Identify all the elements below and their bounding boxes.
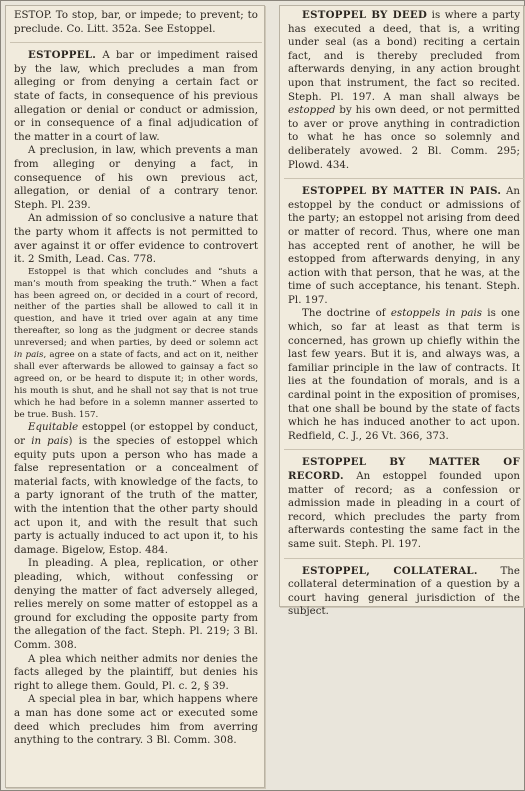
- entry-estoppel-in-pais: [288, 185, 520, 307]
- paragraph-preclusion: A preclusion, in law, which prevents a man from alleging or denying a fact, in consequence of his own previous act, allegation, or denial of a contrary tenor. Steph. Pl. 239.: [14, 145, 258, 211]
- entry-by-deed-italic: estopped: [288, 105, 336, 117]
- paragraph-pleading: In pleading. A plea, replication, or other pleading, which, without confessing or denying the matter of fact adversely alleged, relies merely on some matter of estoppel as a ground for excluding the opposite party from the allegation of the fact. Steph. Pl. 219; 3 Bl. Comm. 308.: [14, 558, 258, 651]
- entry-estoppel: [14, 49, 258, 144]
- entry-estop-body: To stop, bar, or impede; to prevent; to preclude. Co. Litt. 352a. See Estoppel.: [14, 10, 258, 35]
- section-divider: [284, 449, 524, 450]
- section-divider: [284, 178, 524, 179]
- entry-estop-term: ESTOP.: [14, 10, 52, 21]
- entry-of-record-body: An estoppel founded upon matter of record; as a confession or admission made in pleading in a court of record, which precludes the party from afterwards contesting the same fact in the same suit. Steph. Pl. 197.: [288, 471, 520, 550]
- entry-by-deed-body-2: by his own deed, or not permitted to aver or prove anything in contradiction to what he has once so solemnly and deliberately avowed. 2 Bl. Comm. 295; Plowd. 434.: [288, 105, 520, 171]
- entry-of-record-term: ESTOPPEL BY MATTER OF RECORD.: [288, 456, 520, 482]
- left-clipping: [5, 5, 265, 788]
- right-clipping: [279, 5, 524, 618]
- section-divider: [10, 42, 262, 43]
- doctrine-text-1: The doctrine of: [302, 308, 391, 320]
- equitable-italic-mid: in pais: [31, 436, 69, 448]
- paragraph-special-plea: A special plea in bar, which happens where a man has done some act or executed some deed which precludes him from averring anything to the contrary. 3 Bl. Comm. 308.: [14, 694, 258, 747]
- small-note-text-2: , agree on a state of facts, and act on it, neither shall ever afterwards be allowed to gainsay a fact so agreed on, or be heard to dispute it; in other words, his mouth is shut, and he shall not say that is not true which he had before in a solemn manner asserted to be true. Bush. 157.: [14, 350, 258, 420]
- entry-collateral-body: The collateral determination of a question by a court having general jurisdiction of the subject.: [288, 565, 520, 618]
- entry-collateral-term: ESTOPPEL, COLLATERAL.: [302, 564, 478, 577]
- entry-estoppel-collateral: [288, 565, 520, 619]
- small-print-note: [14, 267, 258, 422]
- entry-in-pais-term: ESTOPPEL BY MATTER IN PAIS.: [302, 185, 502, 198]
- paragraph-doctrine: [288, 307, 520, 443]
- entry-by-deed-term: ESTOPPEL BY DEED: [302, 9, 428, 21]
- paragraph-admission: An admission of so conclusive a nature that the party whom it affects is not permitted to aver against it or offer evidence to controvert it. 2 Smith, Lead. Cas. 778.: [14, 213, 258, 266]
- small-note-text-1: Estoppel is that which concludes and “shuts a man’s mouth from speaking the truth.” When a fact has been agreed on, or decided in a court of record, neither of the parties shall be allowed to call it in question, and have it tried over again at any time thereafter, so long as the judgment or decree stands unreversed; and when parties, by deed or solemn act: [14, 266, 258, 349]
- section-divider: [284, 558, 524, 559]
- equitable-text-1: estoppel (or estoppel by conduct, or: [14, 422, 258, 448]
- doctrine-text-2: is one which, so far at least as that term is concerned, has grown up chiefly within the last few years. But it is, and always was, a familiar principle in the law of contracts. It lies at the foundation of morals, and is a cardinal point in the exposition of promises, that one shall be bound by the state of facts which he has induced another to act upon. Redfield, C. J., 26 Vt. 366, 373.: [288, 308, 520, 442]
- entry-estoppel-by-deed: [288, 9, 520, 172]
- entry-by-deed-body: is where a party has executed a deed, that is, a writing under seal (as a bond) reciting a certain fact, and is thereby precluded from afterwards denying, in any action brought upon that instrument, the fact so recited. Steph. Pl. 197. A man shall always be: [288, 10, 521, 103]
- paragraph-equitable: [14, 421, 258, 557]
- equitable-text-2: ) is the species of estoppel which equity puts upon a person who has made a false representation or a concealment of material facts, with knowledge of the facts, to a party ignorant of the truth of the matter, with the intention that the other party should act upon it, and with the result that such party is actually induced to act upon it, to his damage. Bigelow, Estop. 484.: [14, 436, 258, 556]
- equitable-italic-lead: Equitable: [28, 422, 79, 434]
- doctrine-italic: estoppels in pais: [390, 308, 483, 320]
- entry-estoppel-of-record: [288, 456, 520, 551]
- entry-estoppel-term: ESTOPPEL.: [28, 49, 97, 62]
- paragraph-plea-neither: A plea which neither admits nor denies the facts alleged by the plaintiff, but denies his right to allege them. Gould, Pl. c. 2, § 39.: [14, 653, 258, 692]
- left-column: [14, 9, 258, 748]
- small-note-italic: in pais: [14, 350, 44, 361]
- right-column: [288, 9, 520, 619]
- entry-estoppel-body: A bar or impediment raised by the law, which precludes a man from alleging or from denying a certain fact or state of facts, in consequence of his previous allegation or denial or conduct or admission, or in consequence of a final adjudication of the matter in a court of law.: [14, 50, 258, 143]
- entry-estop: [14, 9, 258, 36]
- entry-in-pais-body: An estoppel by the conduct or admissions of the party; an estoppel not arising from deed or matter of record. Thus, where one man has accepted rent of another, he will be estopped from afterwards denying, in any action with that person, that he was, at the time of such acceptance, his tenant. Steph. Pl. 197.: [288, 186, 520, 306]
